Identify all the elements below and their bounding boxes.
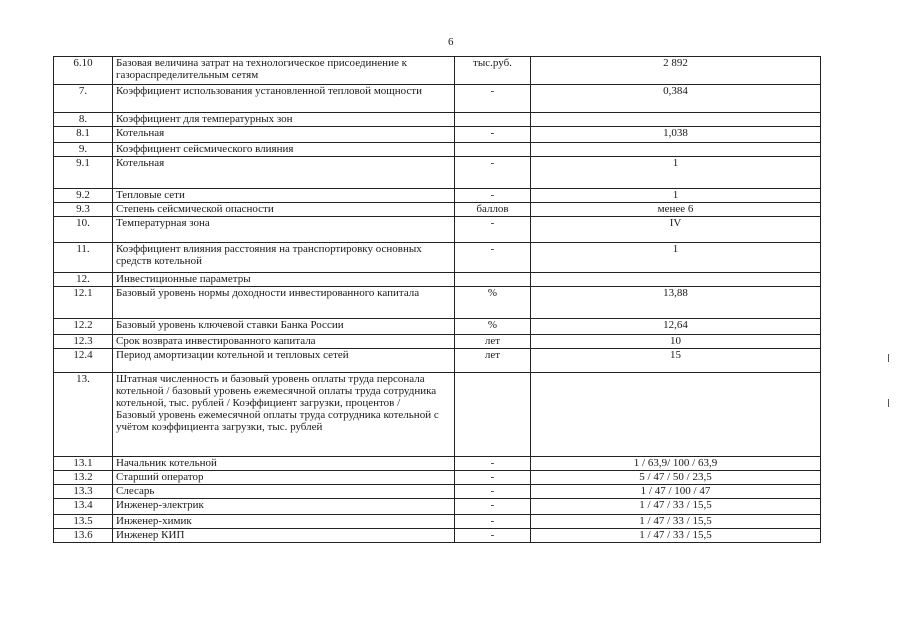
row-unit: лет bbox=[455, 335, 531, 349]
row-unit: - bbox=[455, 189, 531, 203]
row-value: 1 bbox=[531, 243, 821, 273]
page-number: 6 bbox=[448, 36, 454, 48]
table-row bbox=[54, 457, 821, 471]
row-value: 0,384 bbox=[531, 85, 821, 113]
row-number: 12.3 bbox=[54, 335, 113, 349]
row-unit bbox=[455, 143, 531, 157]
table-row bbox=[54, 189, 821, 203]
table-row bbox=[54, 243, 821, 273]
row-unit: % bbox=[455, 287, 531, 319]
row-unit bbox=[455, 273, 531, 287]
row-name: Котельная bbox=[113, 127, 455, 143]
row-name: Инвестиционные параметры bbox=[113, 273, 455, 287]
table-row bbox=[54, 113, 821, 127]
row-value: 1 / 47 / 33 / 15,5 bbox=[531, 529, 821, 543]
row-name: Инженер-электрик bbox=[113, 499, 455, 515]
margin-mark bbox=[888, 399, 889, 407]
table-row bbox=[54, 335, 821, 349]
table-row bbox=[54, 485, 821, 499]
parameters-table bbox=[53, 56, 821, 543]
row-value: 15 bbox=[531, 349, 821, 373]
row-value: 2 892 bbox=[531, 57, 821, 85]
row-number: 13.2 bbox=[54, 471, 113, 485]
row-number: 12.1 bbox=[54, 287, 113, 319]
row-number: 13.6 bbox=[54, 529, 113, 543]
row-name: Слесарь bbox=[113, 485, 455, 499]
table-row bbox=[54, 203, 821, 217]
row-unit bbox=[455, 373, 531, 457]
row-number: 9.3 bbox=[54, 203, 113, 217]
row-value bbox=[531, 143, 821, 157]
row-name: Коэффициент использования установленной тепловой мощности bbox=[113, 85, 455, 113]
row-name: Тепловые сети bbox=[113, 189, 455, 203]
row-unit: - bbox=[455, 457, 531, 471]
row-unit: - bbox=[455, 499, 531, 515]
row-name: Инженер-химик bbox=[113, 515, 455, 529]
row-value: 13,88 bbox=[531, 287, 821, 319]
table-row bbox=[54, 499, 821, 515]
row-unit: - bbox=[455, 157, 531, 189]
table-row bbox=[54, 85, 821, 113]
row-number: 9.1 bbox=[54, 157, 113, 189]
row-value: менее 6 bbox=[531, 203, 821, 217]
row-unit: - bbox=[455, 485, 531, 499]
row-number: 13. bbox=[54, 373, 113, 457]
row-value: IV bbox=[531, 217, 821, 243]
row-number: 12.4 bbox=[54, 349, 113, 373]
table-row bbox=[54, 143, 821, 157]
row-name: Коэффициент сейсмического влияния bbox=[113, 143, 455, 157]
row-unit: - bbox=[455, 243, 531, 273]
row-value: 1 / 47 / 100 / 47 bbox=[531, 485, 821, 499]
table-row bbox=[54, 529, 821, 543]
table-row bbox=[54, 287, 821, 319]
row-name: Период амортизации котельной и тепловых сетей bbox=[113, 349, 455, 373]
row-value bbox=[531, 373, 821, 457]
row-value: 1 / 47 / 33 / 15,5 bbox=[531, 499, 821, 515]
row-name: Коэффициент влияния расстояния на транспортировку основных средств котельной bbox=[113, 243, 455, 273]
row-number: 13.1 bbox=[54, 457, 113, 471]
row-number: 8. bbox=[54, 113, 113, 127]
parameters-table-body bbox=[54, 57, 821, 543]
row-name: Старший оператор bbox=[113, 471, 455, 485]
row-number: 10. bbox=[54, 217, 113, 243]
row-name: Коэффициент для температурных зон bbox=[113, 113, 455, 127]
table-row bbox=[54, 373, 821, 457]
row-name: Базовый уровень нормы доходности инвестированного капитала bbox=[113, 287, 455, 319]
row-unit: - bbox=[455, 127, 531, 143]
row-number: 13.5 bbox=[54, 515, 113, 529]
table-row bbox=[54, 127, 821, 143]
row-number: 13.3 bbox=[54, 485, 113, 499]
row-value: 10 bbox=[531, 335, 821, 349]
row-number: 11. bbox=[54, 243, 113, 273]
row-name: Температурная зона bbox=[113, 217, 455, 243]
table-row bbox=[54, 349, 821, 373]
table-row bbox=[54, 471, 821, 485]
row-unit: тыс.руб. bbox=[455, 57, 531, 85]
row-unit: - bbox=[455, 217, 531, 243]
row-unit: - bbox=[455, 471, 531, 485]
row-unit: - bbox=[455, 515, 531, 529]
row-value: 1 / 63,9/ 100 / 63,9 bbox=[531, 457, 821, 471]
row-name: Инженер КИП bbox=[113, 529, 455, 543]
table-row bbox=[54, 273, 821, 287]
row-name: Срок возврата инвестированного капитала bbox=[113, 335, 455, 349]
row-number: 13.4 bbox=[54, 499, 113, 515]
row-unit: лет bbox=[455, 349, 531, 373]
row-name: Степень сейсмической опасности bbox=[113, 203, 455, 217]
row-value: 1 / 47 / 33 / 15,5 bbox=[531, 515, 821, 529]
row-value bbox=[531, 273, 821, 287]
row-number: 12. bbox=[54, 273, 113, 287]
margin-mark bbox=[888, 354, 889, 362]
row-name: Котельная bbox=[113, 157, 455, 189]
row-value: 1 bbox=[531, 189, 821, 203]
row-name: Базовая величина затрат на технологическое присоединение к газораспределительным сетям bbox=[113, 57, 455, 85]
row-number: 9.2 bbox=[54, 189, 113, 203]
row-number: 12.2 bbox=[54, 319, 113, 335]
table-row bbox=[54, 157, 821, 189]
row-unit: - bbox=[455, 85, 531, 113]
row-unit: баллов bbox=[455, 203, 531, 217]
row-number: 8.1 bbox=[54, 127, 113, 143]
table-row bbox=[54, 515, 821, 529]
row-number: 6.10 bbox=[54, 57, 113, 85]
table-row bbox=[54, 217, 821, 243]
row-number: 9. bbox=[54, 143, 113, 157]
row-unit: % bbox=[455, 319, 531, 335]
row-value bbox=[531, 113, 821, 127]
row-value: 12,64 bbox=[531, 319, 821, 335]
row-name: Штатная численность и базовый уровень оплаты труда персонала котельной / базовый уровень ежемесячной оплаты труда сотрудника котельной, тыс. рублей / Коэффициент загрузки, процентов / Базовый уровень ежемесячной оплаты труда сотрудника котельной с учётом коэффициента загрузки, тыс. рублей bbox=[113, 373, 455, 457]
row-value: 1 bbox=[531, 157, 821, 189]
row-value: 1,038 bbox=[531, 127, 821, 143]
row-unit bbox=[455, 113, 531, 127]
table-row bbox=[54, 319, 821, 335]
row-name: Начальник котельной bbox=[113, 457, 455, 471]
row-value: 5 / 47 / 50 / 23,5 bbox=[531, 471, 821, 485]
row-number: 7. bbox=[54, 85, 113, 113]
table-row bbox=[54, 57, 821, 85]
row-name: Базовый уровень ключевой ставки Банка России bbox=[113, 319, 455, 335]
row-unit: - bbox=[455, 529, 531, 543]
